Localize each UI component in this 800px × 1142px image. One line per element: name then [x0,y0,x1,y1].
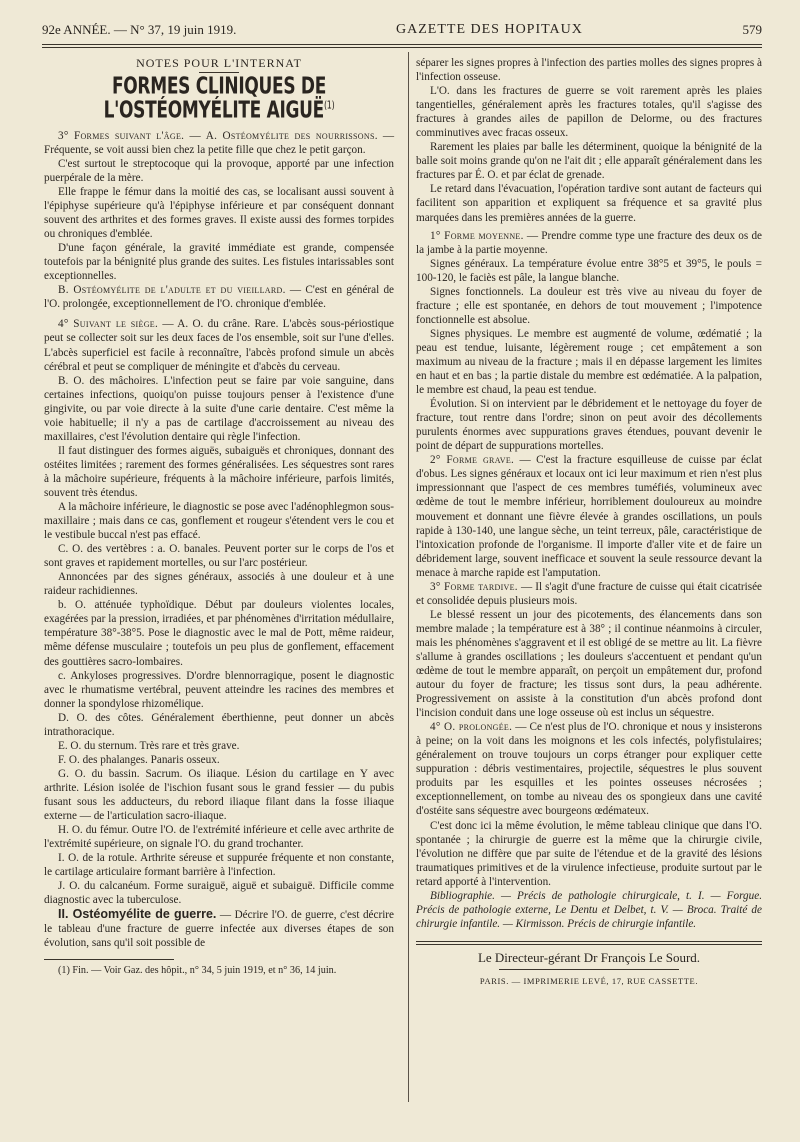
paragraph: C'est donc ici la même évolution, le même tableau clinique que dans l'O. spontanée ; la chirurgie de guerre est la même que la chirurgie civile, l'évolution ne diffère que par suite de l'étendue et de la gravité des lésions traumatiques primitives et de la virulence infectieuse, produite surtout par le retard apporté à l'intervention. [416,819,762,888]
paragraph: 2° Forme grave. — C'est la fracture esquilleuse de cuisse par éclat d'obus. Les signes généraux et locaux ont ici leur maximum et rien n'est plus impressionnant que l'aspect de ces membres tuméfiés, volumineux avec œdème de tout le membre inférieur, horriblement douloureux au moindre mouvement et donnant une fièvre élevée à grandes oscillations, un pouls rapide à 130-140, une langue sèche, un teint terreux, pâle, caractéristique de l'intoxication profonde de l'organisme. Il importe d'aller vite et de faire un débridement large, souvent inefficace et souvent la seule ressource devant la menace à marche rapide est l'amputation. [416,454,762,579]
paragraph: Rarement les plaies par balle les déterminent, quoique la bénignité de la balle soit moins grande qu'on ne l'ait dit ; elle apparaît généralement dans les fractures par É. O. et par éclat de grenade. [416,141,762,182]
article-title [44,73,394,125]
page-number: 579 [742,22,762,37]
paragraph: A la mâchoire inférieure, le diagnostic se pose avec l'adénophlegmon sous-maxillaire ; mais dans ce cas, gonflement et rougeur s'étendent vers le cou et le vestibule buccal n'est pas effacé. [44,501,394,542]
column-divider [408,52,409,1102]
paragraph: b. O. atténuée typhoïdique. Début par douleurs violentes locales, exagérées par la pression, irradiées, et par phénomènes d'irritation médullaire, température 38°-38°5. Pose le diagnostic avec le mal de Pott, même raideur, même défense musculaire ; toutefois un peu plus de gonflement, effacement des gouttières sacro-lombaires. [44,599,394,668]
paragraph: D. O. des côtes. Généralement éberthienne, peut donner un abcès intrathoracique. [44,711,394,738]
paragraph: II. Ostéomyélite de guerre. — Décrire l'O. de guerre, c'est décrire le tableau d'une fracture de guerre infectée aux diverses étapes de son évolution, sans qu'il soit possible de [44,907,394,950]
paragraph: Il faut distinguer des formes aiguës, subaiguës et chroniques, donnant des ostéites limitées ; rarement des formes généralisées. Les séquestres sont rares à la mâchoire supérieure, fréquents à la mâchoire inférieure, parfois limités, souvent très étendus. [44,444,394,499]
section-kicker: NOTES POUR L'INTERNAT [136,56,302,70]
paragraph: H. O. du fémur. Outre l'O. de l'extrémité inférieure et celle avec arthrite de l'extrémité supérieure, on signale l'O. du grand trochanter. [44,824,394,851]
paragraph: B. Ostéomyélite de l'adulte et du vieillard. — C'est en général de l'O. prolongée, exceptionnellement de l'O. chronique d'emblée. [44,284,394,311]
paragraph: G. O. du bassin. Sacrum. Os iliaque. Lésion du cartilage en Y avec arthrite. Lésion isolée de l'ischion fusant sous le grand fessier — du pubis fusant sous les adducteurs, du rebord iliaque filant dans la fosse iliaque externe — de l'articulation sacro-iliaque. [44,767,394,823]
article-title-text: FORMES CLINIQUES DE L'OSTÉOMYÉLITE AIGUË [103,73,327,125]
paragraph: D'une façon générale, la gravité immédiate est grande, compensée toutefois par la bénignité plus grande des suites. Les fistules intarissables sont exceptionnelles. [44,242,394,283]
paragraph: L'O. dans les fractures de guerre se voit rarement après les plaies tangentielles, généralement après les fractures totales, qu'il s'agisse des fractures à grandes ailes de papillon de Delorme, ou des fractures comminutives avec fracas osseux. [416,85,762,140]
header-rule [42,44,762,45]
paragraph: 1° Forme moyenne. — Prendre comme type une fracture des deux os de la jambe à la partie moyenne. [416,229,762,256]
paragraph: Évolution. Si on intervient par le débridement et le nettoyage du foyer de fracture, tout rentre dans l'ordre; sinon on peut avoir des décollements purulents énormes avec suppurations graves étendues, pouvant devenir le point de départ de suppurations mortelles. [416,398,762,453]
paragraph: c. Ankyloses progressives. D'ordre blennorragique, posent le diagnostic avec le rhumatisme vertébral, peuvent atteindre les racines des membres et donner la spondylose rhizomélique. [44,669,394,710]
paragraph: I. O. de la rotule. Arthrite séreuse et suppurée fréquente et non constante, le cartilage articulaire formant barrière à l'infection. [44,852,394,879]
paragraph: Signes fonctionnels. La douleur est très vive au niveau du foyer de fracture ; elle est spontanée, en dehors de tout mouvement ; l'impotence fonctionnelle est absolue. [416,285,762,326]
paragraph: E. O. du sternum. Très rare et très grave. [58,739,240,752]
paragraph: Annoncées par des signes généraux, associés à une douleur et à une raideur rachidiennes. [44,571,394,598]
paragraph: B. O. des mâchoires. L'infection peut se faire par voie sanguine, dans certaines infections, quoiqu'on puisse toujours penser à l'existence d'une gingivite, ou par voie directe à la suite d'une carie dentaire. C'est même la voie habituelle; il n'y a pas de cartilage d'accroissement au niveau des maxillaires, c'est l'évolution dentaire qui règle l'infection. [44,374,394,443]
footnote-rule [44,959,174,960]
left-column [44,56,394,977]
right-column [416,56,762,988]
director-signature: Le Directeur-gérant Dr François Le Sourd. [477,949,701,965]
paragraph: 3° Formes suivant l'âge. — A. Ostéomyélite des nourrissons. — Fréquente, se voit aussi bien chez la petite fille que chez le petit garçon. [44,129,394,156]
paragraph: Le blessé ressent un jour des picotements, des élancements dans son membre malade ; la température est à 38° ; il continue néanmoins à circuler, mais les phénomènes s'aggravent et il est obligé de se mettre au lit. La fièvre s'allume à grandes oscillations ; les douleurs s'accentuent et pendant qu'un œdème de tout le membre apparaît, on perçoit un empâtement dur, profond autour du foyer de fracture; les tissus sont durs, la peau adhérente. Progressivement on assiste à la constitution d'un abcès profond dont l'incision conduit dans une loge osseuse où est inclus un séquestre. [416,608,762,720]
running-header [42,18,762,42]
printer-rule [499,969,679,970]
bibliography: Bibliographie. — Précis de pathologie chirurgicale, t. I. — Forgue. Précis de pathologie externe, Le Dentu et Delbet, t. V. — Broca. Traité de chirurgie infantile. — Kirmisson. Précis de chirurgie infantile. [416,889,762,930]
signature-rule [416,941,762,942]
paragraph: 4° Suivant le siège. — A. O. du crâne. Rare. L'abcès sous-périostique peut se collecter soit sur les deux faces de l'os ensemble, soit sur l'une d'elles. L'abcès superficiel est facile à reconnaître, l'abcès profond simule un abcès cérébral et peut se compliquer de méningite et d'abcès du cerveau. [44,318,395,373]
paragraph: C. O. des vertèbres : a. O. banales. Peuvent porter sur le corps de l'os et sont graves et rapidement mortelles, ou sur l'arc postérieur. [44,543,394,570]
paragraph: J. O. du calcanéum. Forme suraiguë, aiguë et subaiguë. Difficile comme diagnostic avec la tuberculose. [44,880,394,907]
paragraph: 3° Forme tardive. — Il s'agit d'une fracture de cuisse qui était cicatrisée et consolidée depuis plusieurs mois. [416,580,763,607]
title-footnote-ref: (1) [323,99,335,112]
header-rule-thin [42,47,762,48]
paragraph: Elle frappe le fémur dans la moitié des cas, se localisant aussi souvent à l'épiphyse supérieure qu'à l'épiphyse inférieure et par conséquent donnant souvent des arthrites et des formes graves. Il existe aussi des formes torpides ou chroniques d'emblée. [44,185,394,241]
journal-title: GAZETTE DES HOPITAUX [396,22,583,37]
signature-rule-thin [416,944,762,945]
paragraph: Signes physiques. Le membre est augmenté de volume, œdématié ; la peau est tendue, luisante, légèrement rouge ; cet empâtement a son maximum au niveau de la fracture ; mais il en dépasse largement les limites en haut et en bas ; la partie distale du membre est œdématiée. A la palpation, le membre est chaud, la peau est tendue. [416,327,762,397]
issue-info: 92e ANNÉE. — N° 37, 19 juin 1919. [42,22,237,37]
paragraph: 4° O. prolongée. — Ce n'est plus de l'O. chronique et nous y insisterons à peine; on la voit dans les moignons et les cols infectés, polyfistulaires; généralement on trouve toujours un corps étranger pour expliquer cette suppuration : débris vestimentaires, projectile, séquestres le plus souvent produits par les esquilles et les pointes osseuses nécrosées ; exceptionnellement, on tombe au niveau des os spongieux dans une cavité d'ostéite sans séquestre avec bourgeons œdémateux. [416,721,763,818]
paragraph: F. O. des phalanges. Panaris osseux. [58,753,220,766]
paragraph: Le retard dans l'évacuation, l'opération tardive sont autant de facteurs qui facilitent son apparition et expliquent sa fréquence et sa gravité plus marquées dans les premières années de la guerre. [416,183,762,224]
footnote: (1) Fin. — Voir Gaz. des hôpit., n° 34, 5 juin 1919, et n° 36, 14 juin. [58,964,337,976]
printer-imprint: PARIS. — IMPRIMERIE LEVÉ, 17, RUE CASSETTE. [479,975,699,986]
paragraph: C'est surtout le streptocoque qui la provoque, apporté par une infection puerpérale de la mère. [44,157,394,184]
paragraph: Signes généraux. La température évolue entre 38°5 et 39°5, le pouls = 100-120, le faciès est pâle, la langue blanche. [416,257,762,284]
paragraph: séparer les signes propres à l'infection des parties molles des signes propres à l'infection osseuse. [416,57,762,84]
